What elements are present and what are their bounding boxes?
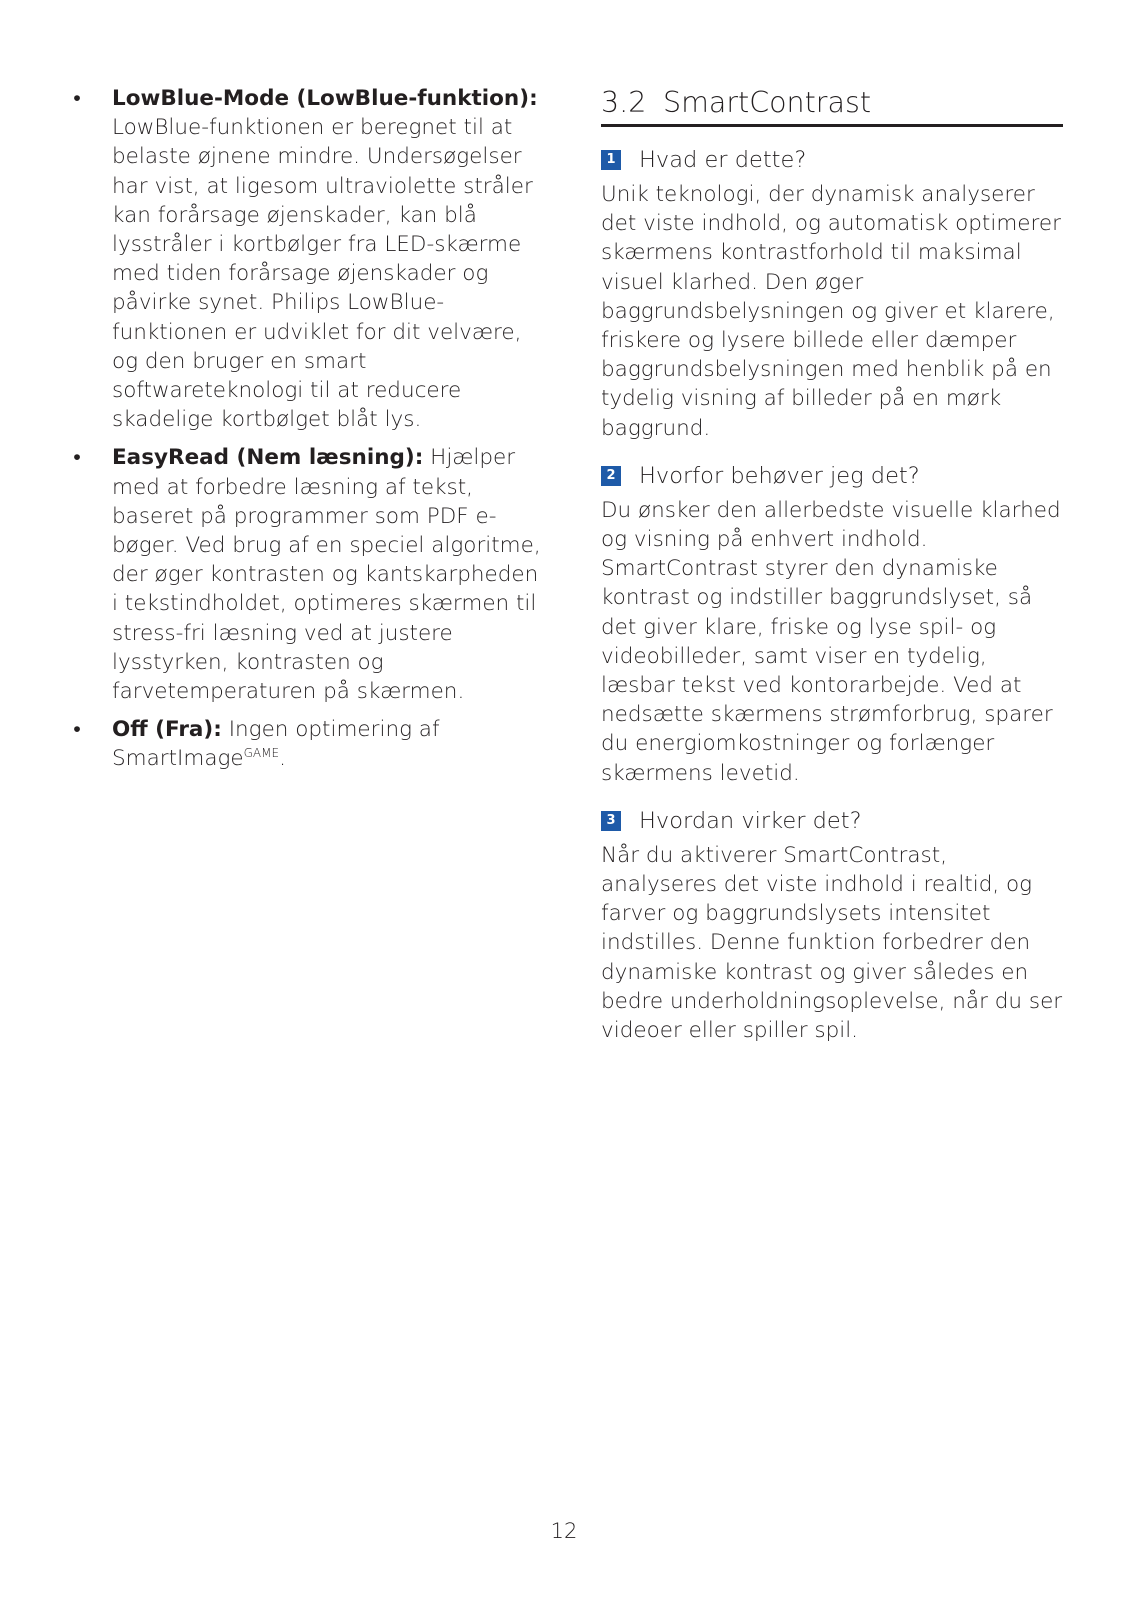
section-number: 3.2 — [601, 86, 647, 119]
right-column — [601, 84, 1063, 1045]
mode-list — [72, 84, 542, 774]
bullet-icon: • — [73, 445, 81, 471]
bullet-icon: • — [73, 86, 81, 111]
number-badge: 3 — [601, 811, 621, 831]
item-tail: . — [279, 746, 286, 772]
list-item-easyread — [72, 443, 542, 706]
number-badge: 2 — [601, 466, 621, 486]
item-term: LowBlue-Mode (LowBlue-funktion): — [112, 86, 538, 111]
item-term: EasyRead (Nem læsning): — [112, 445, 424, 471]
section-title — [601, 84, 1063, 127]
question-heading-text: Hvad er dette? — [639, 147, 807, 173]
item-term: Off (Fra): — [112, 717, 222, 743]
question-heading-text: Hvordan virker det? — [639, 807, 862, 834]
page-number: 12 — [550, 1519, 578, 1543]
number-badge: 1 — [601, 150, 621, 170]
list-item-off — [72, 715, 542, 773]
question-body: Unik teknologi, der dynamisk analyserer det viste indhold, og automatisk optimerer skærmens kontrastforhold til maksimal visuel klarhed. Den øger baggrundsbelysningen og giver et klarere, friskere og lysere billede eller dæmper baggrundsbelysningen med henblik på en tydelig visning af billeder på en mørk baggrund. — [601, 182, 1061, 441]
list-item-lowblue — [72, 84, 542, 434]
bullet-icon: • — [73, 717, 81, 743]
question-block-1 — [601, 145, 1063, 443]
question-body: Du ønsker den allerbedste visuelle klarhed og visning på enhvert indhold. SmartContrast styrer den dynamiske kontrast og indstiller baggrundslyset, så det giver klare, friske og lyse spil- og videobilleder, samt viser en tydelig, læsbar tekst ved kontorarbejde. Ved at nedsætte skærmens strømforbrug, sparer du energiomkostninger og forlænger skærmens levetid. — [601, 497, 1061, 786]
item-description: Hjælper med at forbedre læsning af tekst, baseret på programmer som PDF e-bøger. Ved brug af en speciel algoritme, der øger kontrasten og kantskarpheden i tekstindholdet, optimeres skærmen til stress-fri læsning ved at justere lysstyrken, kontrasten og farvetemperaturen på skærmen. — [112, 445, 541, 705]
question-heading — [601, 806, 1063, 836]
question-heading — [601, 145, 1063, 175]
left-column — [72, 84, 542, 783]
question-body: Når du aktiverer SmartContrast, analyseres det viste indhold i realtid, og farver og baggrundslysets intensitet indstilles. Denne funktion forbedrer den dynamiske kontrast og giver således en bedre underholdningsoplevelse, når du ser videoer eller spiller spil. — [601, 842, 1063, 1044]
item-description: Ingen optimering af SmartImage — [112, 717, 440, 772]
item-description: LowBlue-funktionen er beregnet til at belaste øjnene mindre. Undersøgelser har vist, at ligesom ultraviolette stråler kan forårsage øjenskader, kan blå lysstråler i kortbølger fra LED-skærme med tiden forårsage øjenskader og påvirke synet. Philips LowBlue-funktionen er udviklet for dit velvære, og den bruger en smart softwareteknologi til at reducere skadelige kortbølget blåt lys. — [112, 115, 533, 433]
section-title-text: SmartContrast — [663, 86, 871, 119]
question-heading — [601, 461, 1063, 491]
superscript: GAME — [243, 746, 280, 761]
question-block-2 — [601, 461, 1063, 788]
question-heading-text: Hvorfor behøver jeg det? — [639, 462, 920, 489]
question-block-3 — [601, 806, 1063, 1045]
